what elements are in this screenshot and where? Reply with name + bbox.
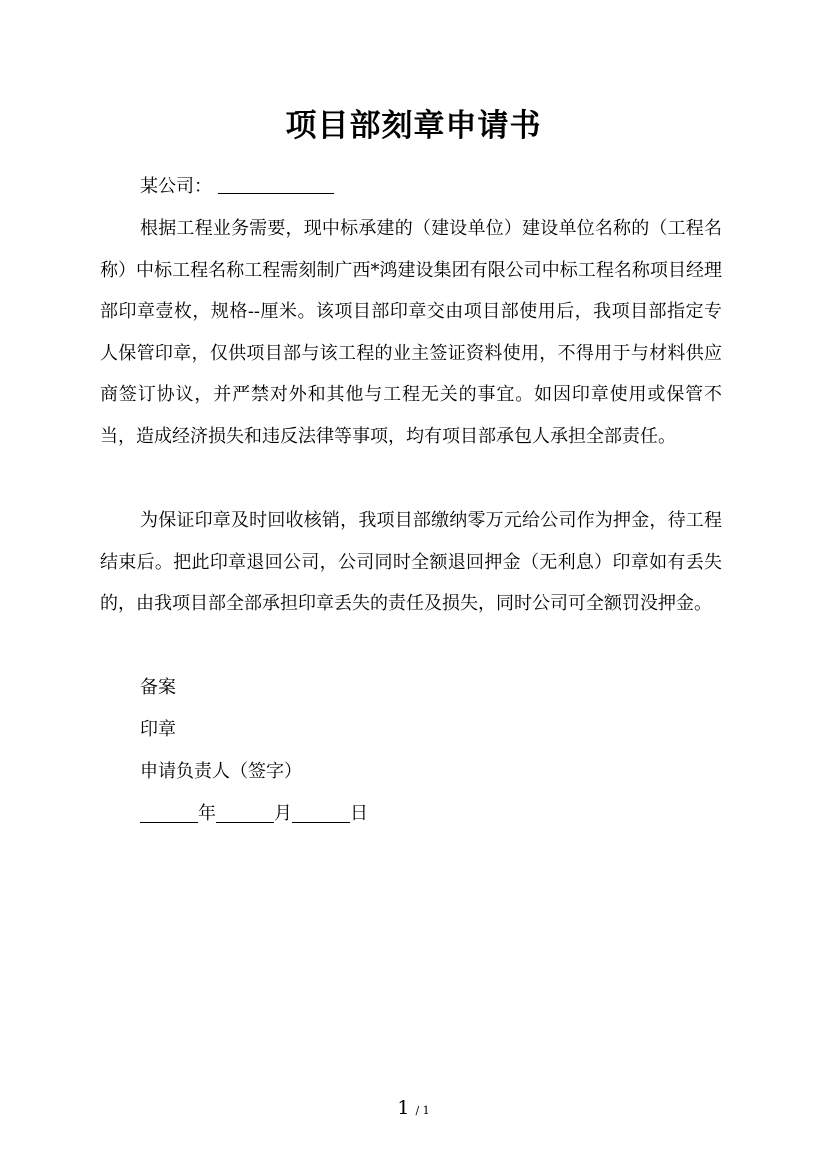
month-label: 月 (274, 803, 292, 824)
page-current: 1 (397, 1097, 410, 1119)
paragraph-1: 根据工程业务需要，现中标承建的（建设单位）建设单位名称的（工程名称）中标工程名称工程需刻制广西*鸿建设集团有限公司中标工程名称项目经理部印章壹枚，规格--厘米。该项目部印章交由项目部使用后，我项目部指定专人保管印章，仅供项目部与该工程的业主签证资料使用，不得用于与材料供应商签订协议，并严禁对外和其他与工程无关的事宜。如因印章使用或保管不当，造成经济损失和违反法律等事项，均有项目部承包人承担全部责任。 (100, 218, 722, 447)
salutation-line (100, 166, 722, 208)
salutation-text: 某公司： (140, 176, 212, 197)
seal-label: 印章 (140, 719, 176, 740)
year-blank (140, 802, 198, 823)
day-label: 日 (350, 803, 368, 824)
company-name-blank (218, 173, 334, 194)
paragraph-2: 为保证印章及时回收核销，我项目部缴纳零万元给公司作为押金，待工程结束后。把此印章退回公司，公司同时全额退回押金（无利息）印章如有丢失的，由我项目部全部承担印章丢失的责任及损失，同时公司可全额罚没押金。 (100, 510, 722, 614)
signer-label: 申请负责人（签字） (140, 761, 302, 782)
year-label: 年 (198, 803, 216, 824)
day-blank (292, 802, 350, 823)
document-title: 项目部刻章申请书 (285, 108, 542, 144)
filing-label: 备案 (140, 677, 176, 698)
month-blank (216, 802, 274, 823)
date-line (140, 799, 368, 829)
page-number (0, 1094, 827, 1125)
page-total: / 1 (415, 1104, 430, 1117)
